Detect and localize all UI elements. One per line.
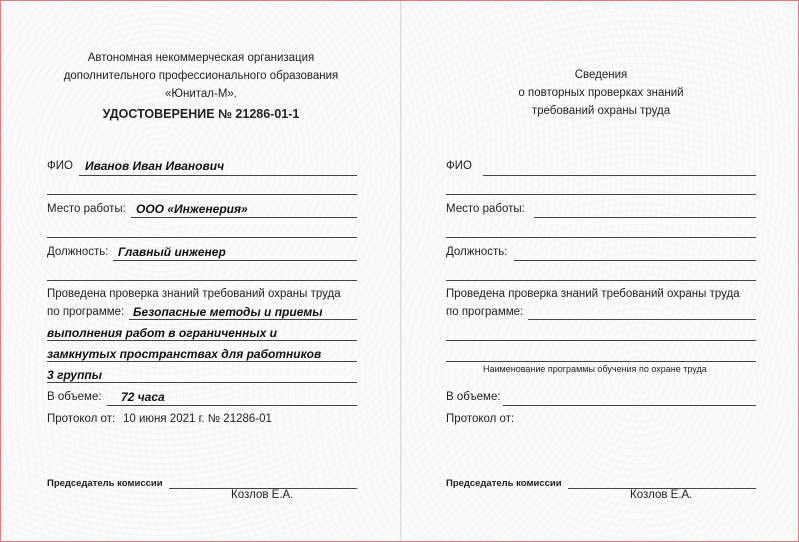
work-label: Место работы: (47, 203, 126, 215)
right-position-line-2 (446, 280, 756, 281)
volume-line (107, 405, 357, 406)
right-position-label: Должность: (446, 246, 508, 258)
chair-name: Козлов Е.А. (231, 489, 294, 501)
fio-label: ФИО (47, 160, 73, 172)
program-underline-3 (47, 361, 357, 362)
program-underline-4 (47, 382, 357, 383)
right-fio-line (483, 175, 756, 176)
program-underline-2 (47, 340, 357, 341)
program-line-4: 3 группы (47, 368, 103, 382)
info-header-2: о повторных проверках знаний (518, 87, 684, 99)
org-line-1: Автономная некоммерческая организация (87, 52, 315, 64)
right-program-line-1 (528, 319, 756, 320)
work-value: ООО «Инженерия» (136, 202, 248, 216)
program-underline-1 (129, 319, 357, 320)
right-chair-name: Козлов Е.А. (630, 489, 693, 501)
org-line-3: «Юнитал-М». (164, 88, 238, 100)
fio-value: Иванов Иван Иванович (85, 159, 225, 173)
check-line-2: по программе: (47, 306, 125, 318)
work-line (131, 217, 357, 218)
right-volume-line (503, 405, 756, 406)
fio-line-2 (47, 194, 357, 195)
page-fold (400, 1, 402, 541)
volume-value: 72 часа (121, 390, 165, 404)
certificate-title: УДОСТОВЕРЕНИЕ № 21286-01-1 (102, 107, 300, 121)
right-program-line-3 (446, 361, 756, 362)
right-work-line-2 (446, 237, 756, 238)
program-line-2: выполнения работ в ограниченных и (47, 326, 277, 340)
org-line-2: дополнительного профессионального образования (63, 70, 339, 82)
volume-label: В объеме: (47, 391, 102, 403)
work-line-2 (47, 237, 357, 238)
position-line-2 (47, 280, 357, 281)
chair-label: Председатель комиссии (47, 478, 163, 489)
info-header-3: требований охраны труда (531, 105, 671, 117)
right-work-label: Место работы: (446, 203, 525, 215)
right-check-line-2: по программе: (446, 306, 524, 318)
position-line (113, 260, 357, 261)
right-fio-label: ФИО (446, 160, 472, 172)
right-work-line (534, 217, 756, 218)
position-label: Должность: (47, 246, 109, 258)
right-fio-line-2 (446, 194, 756, 195)
program-line-3: замкнутых пространствах для работников (47, 347, 322, 361)
check-line-1: Проведена проверка знаний требований охраны труда (47, 288, 341, 300)
right-check-line-1: Проведена проверка знаний требований охраны труда (446, 288, 740, 300)
right-position-line (514, 260, 756, 261)
protocol-label: Протокол от: (47, 413, 116, 425)
protocol-value: 10 июня 2021 г. № 21286-01 (123, 413, 272, 425)
fio-line (79, 175, 357, 176)
right-program-line-2 (446, 340, 756, 341)
program-caption: Наименование программы обучения по охране труда (483, 364, 707, 374)
program-line-1: Безопасные методы и приемы (133, 305, 323, 319)
right-chair-label: Председатель комиссии (446, 478, 562, 489)
info-header-1: Сведения (574, 69, 628, 81)
right-protocol-label: Протокол от: (446, 413, 515, 425)
position-value: Главный инженер (118, 245, 226, 259)
right-volume-label: В объеме: (446, 391, 501, 403)
